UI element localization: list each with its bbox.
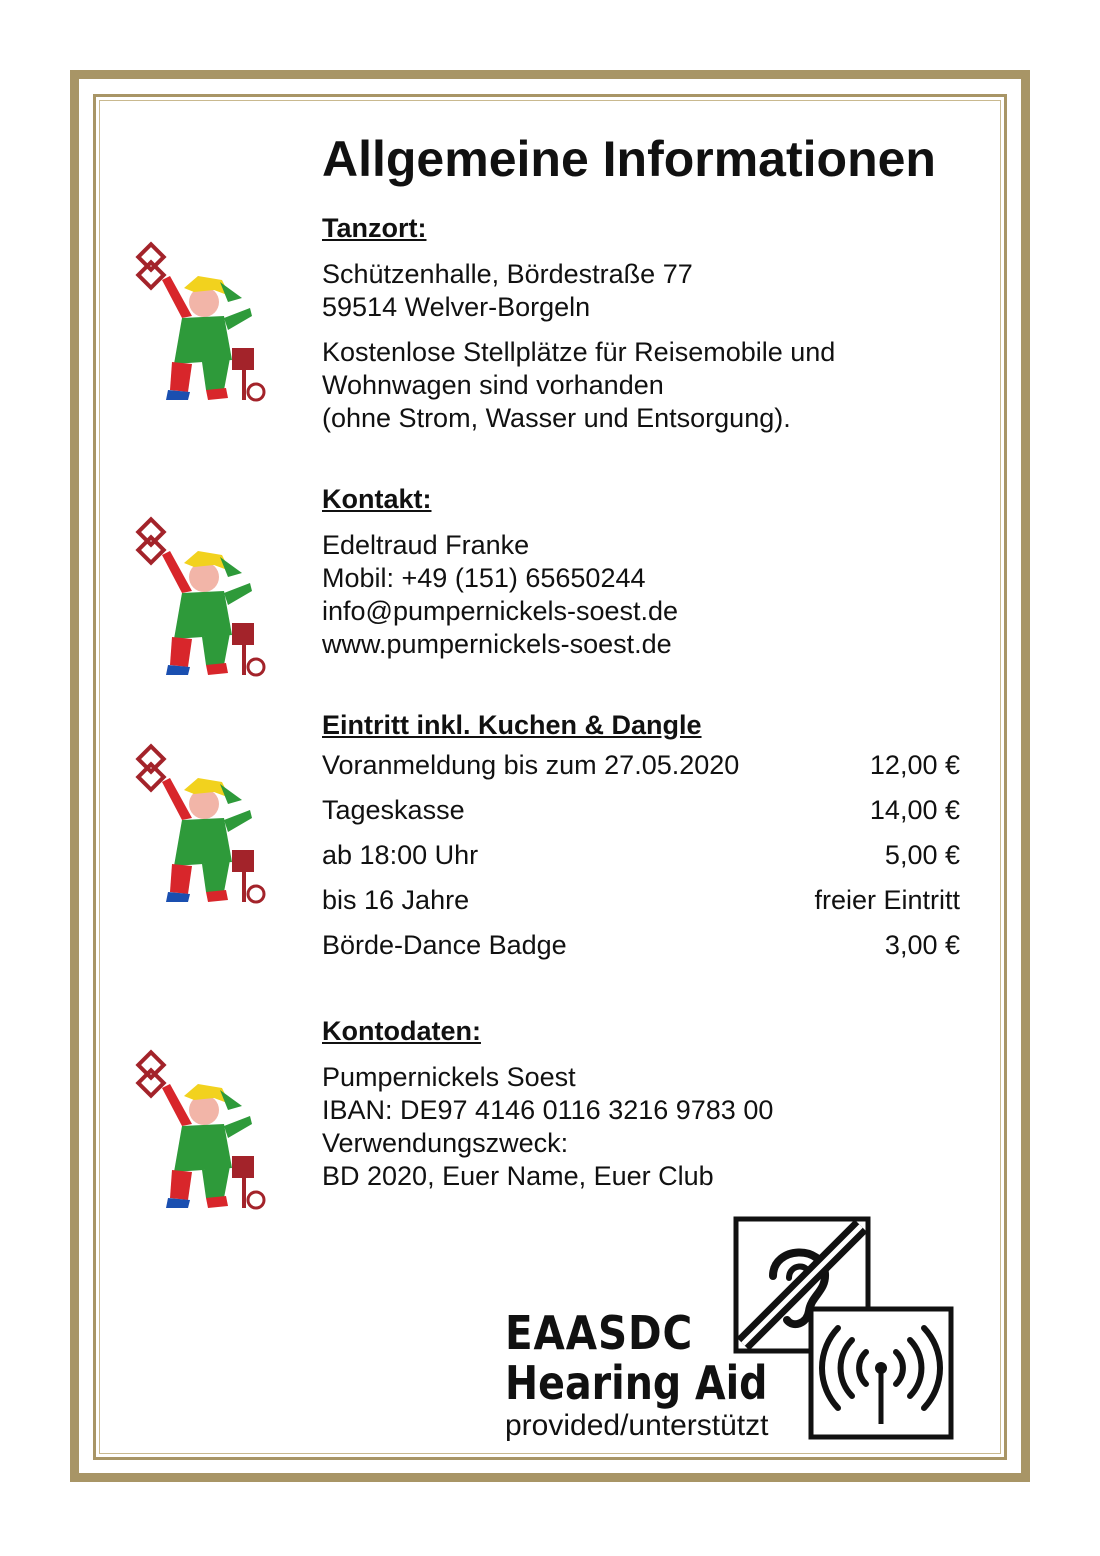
- page-title: Allgemeine Informationen: [322, 131, 936, 187]
- kontakt-section: [322, 483, 972, 661]
- price-value: 14,00 €: [869, 795, 960, 825]
- parking-note-line: (ohne Strom, Wasser und Entsorgung).: [322, 403, 791, 433]
- konto-heading: Kontodaten:: [322, 1016, 481, 1046]
- price-row: [322, 833, 960, 878]
- price-value: freier Eintritt: [814, 885, 960, 915]
- contact-phone: Mobil: +49 (151) 65650244: [322, 563, 646, 593]
- contact-name: Edeltraud Franke: [322, 530, 530, 560]
- eintritt-section: [322, 709, 972, 968]
- logo-caption: provided/unterstützt: [505, 1409, 769, 1442]
- mascot-icon: [132, 742, 272, 922]
- logo-title: EAASDC: [505, 1306, 694, 1360]
- hearing-loop-icon: [808, 1306, 954, 1440]
- logo-subtitle: Hearing Aid: [505, 1356, 768, 1410]
- mascot-icon: [132, 240, 272, 420]
- address-line: 59514 Welver-Borgeln: [322, 292, 591, 322]
- price-row: [322, 788, 960, 833]
- price-label: Voranmeldung bis zum 27.05.2020: [322, 750, 740, 780]
- price-row: [322, 923, 960, 968]
- price-value: 3,00 €: [884, 930, 960, 960]
- price-value: 5,00 €: [884, 840, 960, 870]
- account-holder: Pumpernickels Soest: [322, 1062, 576, 1092]
- contact-email: info@pumpernickels-soest.de: [322, 596, 679, 626]
- parking-note-line: Wohnwagen sind vorhanden: [322, 370, 664, 400]
- kontakt-heading: Kontakt:: [322, 484, 432, 514]
- price-label: Tageskasse: [322, 795, 465, 825]
- address-line: Schützenhalle, Bördestraße 77: [322, 259, 693, 289]
- price-row: [322, 743, 960, 788]
- tanzort-heading: Tanzort:: [322, 213, 427, 243]
- reference-value: BD 2020, Euer Name, Euer Club: [322, 1161, 714, 1191]
- price-row: [322, 878, 960, 923]
- contact-website: www.pumpernickels-soest.de: [322, 629, 672, 659]
- mascot-icon: [132, 515, 272, 695]
- iban: IBAN: DE97 4146 0116 3216 9783 00: [322, 1095, 774, 1125]
- mascot-icon: [132, 1048, 272, 1228]
- konto-section: [322, 1015, 972, 1193]
- price-label: ab 18:00 Uhr: [322, 840, 479, 870]
- eintritt-heading: Eintritt inkl. Kuchen & Dangle: [322, 710, 702, 740]
- price-label: Börde-Dance Badge: [322, 930, 567, 960]
- parking-note-line: Kostenlose Stellplätze für Reisemobile und: [322, 337, 836, 367]
- price-value: 12,00 €: [869, 750, 960, 780]
- reference-label: Verwendungszweck:: [322, 1128, 569, 1158]
- tanzort-section: [322, 212, 972, 435]
- price-label: bis 16 Jahre: [322, 885, 470, 915]
